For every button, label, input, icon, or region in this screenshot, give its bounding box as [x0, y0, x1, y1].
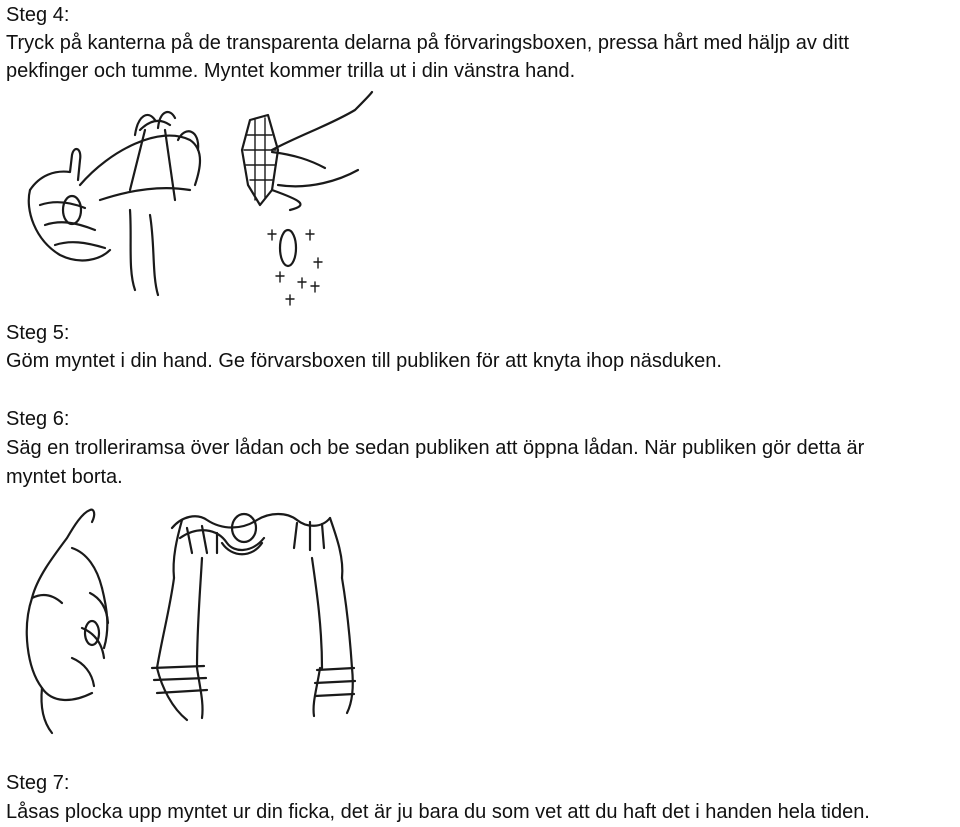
step-4-heading: Steg 4:	[6, 4, 70, 26]
step-7-text-line-1: Låsas plocka upp myntet ur din ficka, det är ju bara du som vet att du haft det i handen hela tiden.	[6, 801, 870, 823]
step-4-text-line-2: pekfinger och tumme. Myntet kommer trilla ut i din vänstra hand.	[6, 60, 576, 82]
step-5-heading: Steg 5:	[6, 322, 70, 344]
hands-pressing-box-illustration	[10, 90, 380, 315]
step-6-text-line-1: Säg en trolleriramsa över lådan och be sedan publiken att öppna lådan. När publiken gör detta är	[6, 437, 865, 459]
hands-tying-handkerchief-illustration	[12, 498, 372, 738]
step-4-text-line-1: Tryck på kanterna på de transparenta delarna på förvaringsboxen, pressa hårt med häljp av ditt	[6, 32, 850, 54]
step-6-heading: Steg 6:	[6, 408, 70, 430]
step-5-text-line-1: Göm myntet i din hand. Ge förvarsboxen till publiken för att knyta ihop näsduken.	[6, 350, 722, 372]
step-6-text-line-2: myntet borta.	[6, 466, 123, 488]
step-7-heading: Steg 7:	[6, 772, 70, 794]
